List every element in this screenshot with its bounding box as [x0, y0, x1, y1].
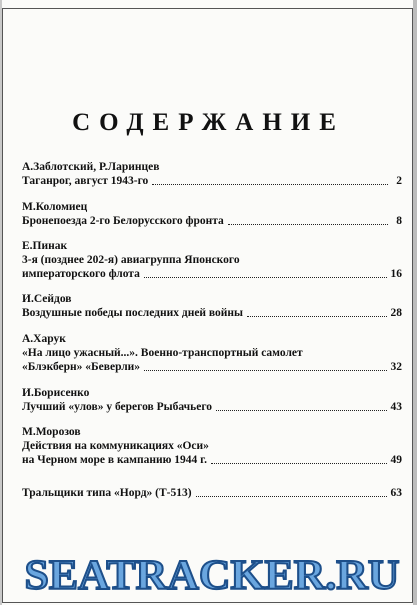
watermark-text: SEATRACKER.RU [24, 553, 400, 599]
toc-entry [22, 332, 402, 374]
toc-line [22, 439, 402, 453]
toc-author: М.Морозов [22, 426, 81, 438]
toc-line [22, 453, 402, 467]
toc-leader-dots [196, 487, 387, 497]
toc-leader-dots [247, 307, 386, 317]
toc-author: И.Борисенко [22, 387, 90, 399]
toc-line [22, 267, 402, 281]
toc-line [22, 486, 402, 500]
toc-page-number: 43 [390, 401, 402, 413]
toc-entry [22, 292, 402, 320]
toc-article-title: Бронепоезда 2-го Белорусского фронта [22, 215, 224, 227]
toc-article-title: Лучший «улов» у берегов Рыбачьего [22, 401, 213, 413]
toc-page-number: 2 [396, 175, 402, 187]
toc-author: А.Харук [22, 333, 66, 345]
toc-leader-dots [144, 268, 387, 278]
page-title: СОДЕРЖАНИЕ [72, 109, 345, 136]
toc-line [22, 174, 402, 188]
toc-entry [22, 386, 402, 414]
page-edge-right [413, 0, 417, 605]
toc-line [22, 306, 402, 320]
toc-article-title: Тральщики типа «Норд» (Т-513) [22, 487, 192, 499]
toc-entry [22, 486, 402, 500]
toc-page-number: 28 [390, 307, 402, 319]
toc-line [22, 346, 402, 360]
toc-author: И.Сейдов [22, 293, 72, 305]
toc-line [22, 253, 402, 267]
toc-entry [22, 425, 402, 467]
toc-article-title: «На лицо ужасный...». Военно-транспортный самолет [22, 347, 303, 359]
toc-entry [22, 200, 402, 228]
seatracker-watermark-logo [20, 549, 405, 599]
toc-leader-dots [228, 215, 388, 225]
toc-line [22, 400, 402, 414]
toc-article-title-cont: «Блэкберн» «Беверли» [22, 361, 141, 373]
toc-article-title-cont: на Черном море в кампанию 1944 г. [22, 454, 207, 466]
toc-entry [22, 160, 402, 188]
toc-article-title-cont: императорского флота [22, 268, 140, 280]
toc-author: М.Коломиец [22, 201, 88, 213]
toc-leader-dots [152, 175, 388, 185]
toc-page-number: 49 [390, 454, 402, 466]
toc-leader-dots [216, 401, 386, 411]
toc-author: Е.Пинак [22, 240, 68, 252]
toc-page-number: 8 [396, 215, 402, 227]
toc-entry [22, 239, 402, 281]
toc-page-number: 16 [390, 268, 402, 280]
toc-line [22, 360, 402, 374]
toc-page-number: 63 [390, 487, 402, 499]
toc-author: А.Заблотский, Р.Ларинцев [22, 161, 160, 173]
toc-leader-dots [144, 361, 386, 371]
toc-article-title: Таганрог, август 1943-го [22, 175, 149, 187]
toc-article-title: Действия на коммуникациях «Оси» [22, 440, 209, 452]
toc-line [22, 214, 402, 228]
toc-article-title: Воздушные победы последних дней войны [22, 307, 244, 319]
toc-article-title: 3-я (позднее 202-я) авиагруппа Японского [22, 254, 240, 266]
toc-leader-dots [211, 454, 387, 464]
toc-page-number: 32 [390, 361, 402, 373]
